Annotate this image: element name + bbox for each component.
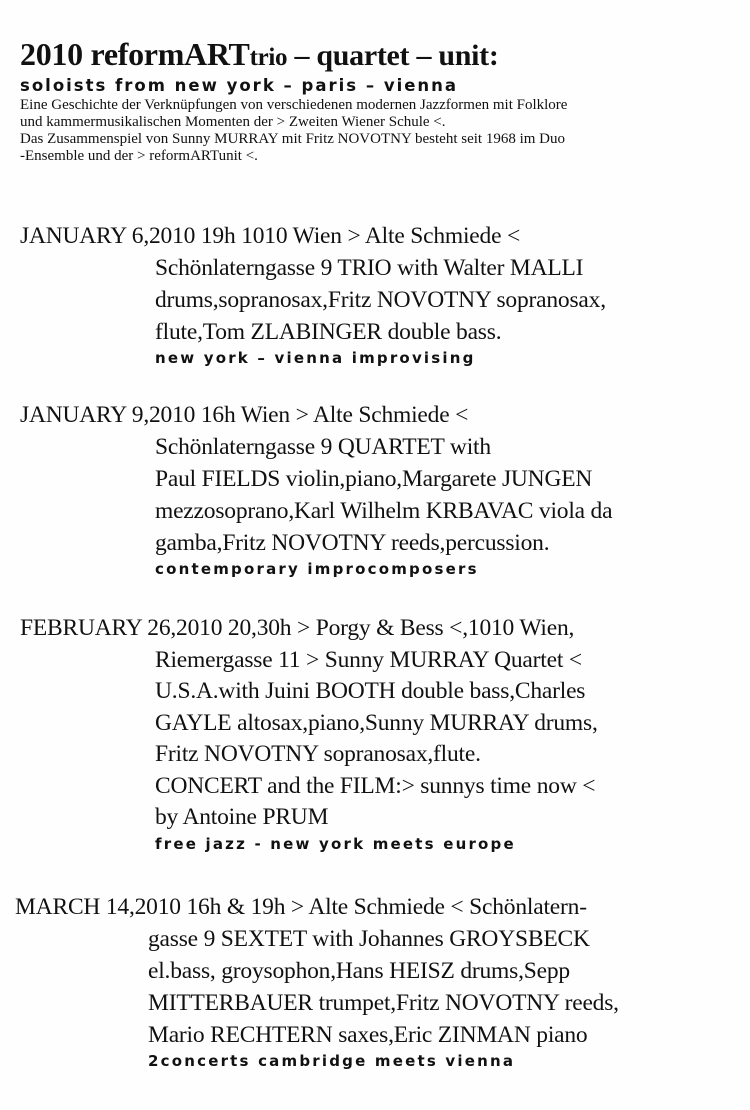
event-date-line: JANUARY 6,2010 19h 1010 Wien > Alte Schmiede < — [20, 223, 521, 249]
event-date-line: JANUARY 9,2010 16h Wien > Alte Schmiede < — [20, 402, 469, 428]
event-tagline: contemporary improcomposers — [155, 560, 479, 578]
event-listing — [0, 613, 740, 854]
intro-line: Eine Geschichte der Verknüpfungen von verschiedenen modernen Jazzformen mit Folklore — [20, 97, 568, 113]
intro-line: und kammermusikalischen Momenten der > Zweiten Wiener Schule <. — [20, 114, 446, 130]
event-detail-line: Paul FIELDS violin,piano,Margarete JUNGEN — [155, 466, 593, 492]
intro-line: -Ensemble und der > reformARTunit <. — [20, 148, 258, 164]
intro-text — [20, 97, 740, 165]
event-detail-line: GAYLE altosax,piano,Sunny MURRAY drums, — [155, 709, 598, 736]
event-detail-line: Schönlaterngasse 9 TRIO with Walter MALLI — [155, 255, 584, 281]
event-detail-line: gamba,Fritz NOVOTNY reeds,percussion. — [155, 530, 550, 556]
event-detail-line: Riemergasse 11 > Sunny MURRAY Quartet < — [155, 646, 582, 673]
title-trio: trio — [249, 44, 288, 71]
event-detail-line: Schönlaterngasse 9 QUARTET with — [155, 434, 491, 460]
event-detail-line: by Antoine PRUM — [155, 804, 329, 830]
event-listing — [0, 891, 740, 1071]
event-detail-line: Mario RECHTERN saxes,Eric ZINMAN piano — [148, 1022, 588, 1048]
page-title — [20, 38, 740, 74]
event-detail-line: MITTERBAUER trumpet,Fritz NOVOTNY reeds, — [148, 990, 619, 1016]
title-rest: – quartet – unit: — [287, 39, 499, 72]
subtitle: soloists from new york – paris – vienna — [20, 76, 459, 95]
event-detail-line: U.S.A.with Juini BOOTH double bass,Charles — [155, 678, 586, 704]
event-detail-line: CONCERT and the FILM:> sunnys time now < — [155, 772, 596, 799]
event-tagline: new york – vienna improvising — [155, 349, 476, 367]
event-listing — [0, 399, 740, 579]
event-detail-line: flute,Tom ZLABINGER double bass. — [155, 319, 502, 345]
event-detail-line: Fritz NOVOTNY sopranosax,flute. — [155, 741, 481, 767]
event-detail-line: mezzosoprano,Karl Wilhelm KRBAVAC viola da — [155, 498, 613, 524]
event-tagline: 2concerts cambridge meets vienna — [148, 1052, 516, 1070]
event-detail-line: gasse 9 SEXTET with Johannes GROYSBECK — [148, 926, 590, 952]
intro-line: Das Zusammenspiel von Sunny MURRAY mit Fritz NOVOTNY besteht seit 1968 im Duo — [20, 131, 565, 147]
event-date-line: FEBRUARY 26,2010 20,30h > Porgy & Bess <,1010 Wien, — [20, 615, 575, 641]
event-listing — [0, 220, 740, 368]
event-detail-line: el.bass, groysophon,Hans HEISZ drums,Sepp — [148, 958, 570, 984]
title-year: 2010 reformART — [20, 36, 250, 72]
event-detail-line: drums,sopranosax,Fritz NOVOTNY sopranosax, — [155, 287, 606, 313]
event-date-line: MARCH 14,2010 16h & 19h > Alte Schmiede < Schönlatern- — [15, 894, 587, 920]
header — [20, 38, 740, 165]
event-tagline: free jazz - new york meets europe — [155, 834, 516, 853]
